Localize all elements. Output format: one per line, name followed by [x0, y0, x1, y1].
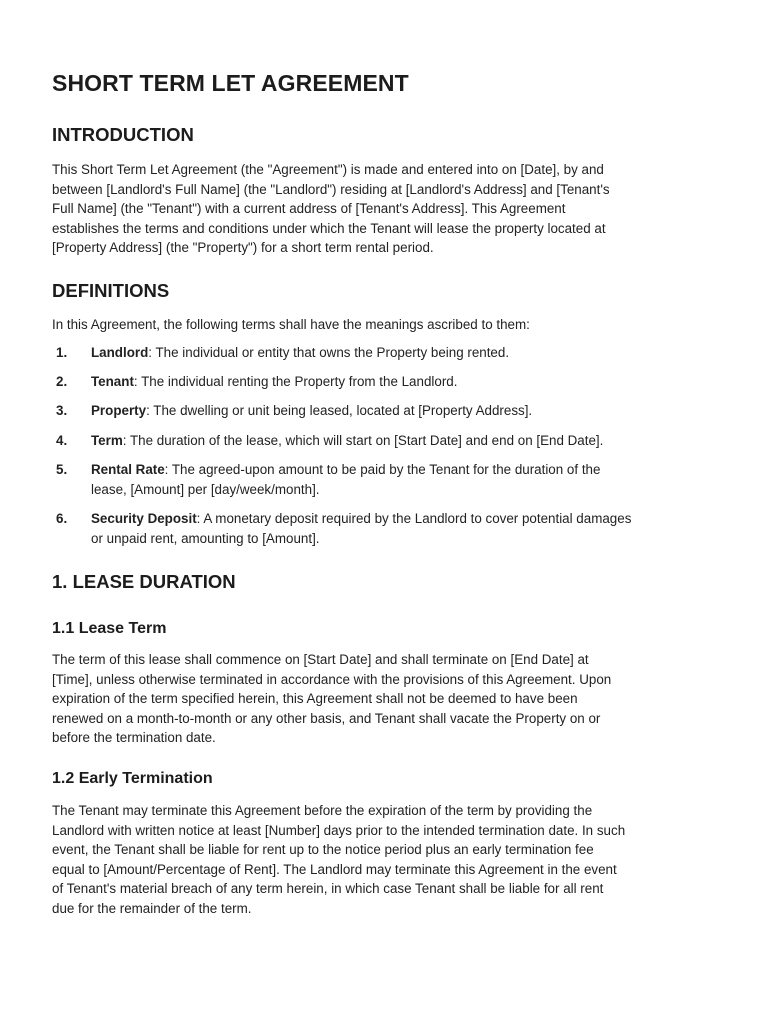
list-number: 4.	[56, 433, 68, 448]
definition-term: Term	[91, 433, 123, 448]
definition-text: : The individual renting the Property from the Landlord.	[133, 374, 458, 389]
definition-line	[91, 509, 731, 529]
definition-term: Landlord	[91, 345, 149, 360]
definition-line	[91, 401, 731, 421]
paragraph-line: before the termination date.	[52, 730, 216, 746]
definition-body	[91, 509, 731, 548]
paragraph-line: [Time], unless otherwise terminated in accordance with the provisions of this Agreement. Upon	[52, 671, 612, 687]
introduction-paragraph	[52, 160, 722, 258]
definition-body	[91, 401, 731, 421]
definition-body	[91, 460, 731, 499]
early-termination-paragraph	[52, 801, 722, 919]
definition-line: or unpaid rent, amounting to [Amount].	[91, 530, 320, 546]
definition-line	[91, 460, 731, 480]
early-termination-heading: 1.2 Early Termination	[52, 770, 213, 787]
paragraph-line: of Tenant's material breach of any term herein, in which case Tenant shall be liable for all rent	[52, 881, 604, 897]
paragraph-line: Full Name] (the "Tenant") with a current address of [Tenant's Address]. This Agreement	[52, 201, 566, 217]
definition-text: : A monetary deposit required by the Landlord to cover potential damages	[196, 511, 632, 526]
list-number: 2.	[56, 374, 68, 389]
definitions-intro	[52, 315, 722, 335]
definition-line: lease, [Amount] per [day/week/month].	[91, 481, 320, 497]
definition-body	[91, 343, 731, 363]
paragraph-line: In this Agreement, the following terms shall have the meanings ascribed to them:	[52, 317, 530, 332]
paragraph-line: This Short Term Let Agreement (the "Agreement") is made and entered into on [Date], by and	[52, 162, 604, 177]
paragraph-line: event, the Tenant shall be liable for rent up to the notice period plus an early termination fee	[52, 842, 594, 858]
definition-term: Security Deposit	[91, 511, 197, 526]
definitions-heading: DEFINITIONS	[52, 280, 170, 301]
definition-line	[91, 431, 731, 451]
introduction-heading: INTRODUCTION	[52, 124, 194, 145]
definition-text: : The duration of the lease, which will start on [Start Date] and end on [End Date].	[122, 433, 604, 448]
paragraph-line: The Tenant may terminate this Agreement before the expiration of the term by providing the	[52, 803, 593, 818]
paragraph-line: The term of this lease shall commence on [Start Date] and shall terminate on [End Date] at	[52, 652, 589, 667]
document-title: SHORT TERM LET AGREEMENT	[52, 70, 409, 96]
list-number: 1.	[56, 345, 68, 360]
paragraph-line: due for the remainder of the term.	[52, 900, 252, 916]
list-number: 3.	[56, 403, 68, 418]
definition-term: Property	[91, 403, 147, 418]
paragraph-line: equal to [Amount/Percentage of Rent]. The Landlord may terminate this Agreement in the event	[52, 861, 617, 877]
paragraph-line: Landlord with written notice at least [Number] days prior to the intended termination date. In such	[52, 822, 626, 838]
paragraph-line: expiration of the term specified herein, this Agreement shall not be deemed to have been	[52, 691, 578, 707]
definition-text: : The dwelling or unit being leased, located at [Property Address].	[146, 403, 533, 418]
paragraph-line: [Property Address] (the "Property") for a short term rental period.	[52, 240, 434, 256]
list-number: 5.	[56, 462, 68, 477]
paragraph-line: establishes the terms and conditions under which the Tenant will lease the property located at	[52, 220, 606, 236]
definition-term: Rental Rate	[91, 462, 165, 477]
lease-term-heading: 1.1 Lease Term	[52, 620, 167, 637]
definition-text: : The individual or entity that owns the Property being rented.	[148, 345, 510, 360]
paragraph-line: renewed on a month-to-month or any other basis, and Tenant shall vacate the Property on or	[52, 710, 601, 726]
list-number: 6.	[56, 511, 68, 526]
lease-duration-heading: 1. LEASE DURATION	[52, 571, 236, 592]
definition-line	[91, 343, 731, 363]
paragraph-line: between [Landlord's Full Name] (the "Landlord") residing at [Landlord's Address] and [Tenant's	[52, 181, 610, 197]
definition-line	[91, 372, 731, 392]
definition-text: : The agreed-upon amount to be paid by the Tenant for the duration of the	[164, 462, 601, 477]
definition-body	[91, 431, 731, 451]
definition-term: Tenant	[91, 374, 134, 389]
lease-term-paragraph	[52, 650, 722, 748]
definition-body	[91, 372, 731, 392]
